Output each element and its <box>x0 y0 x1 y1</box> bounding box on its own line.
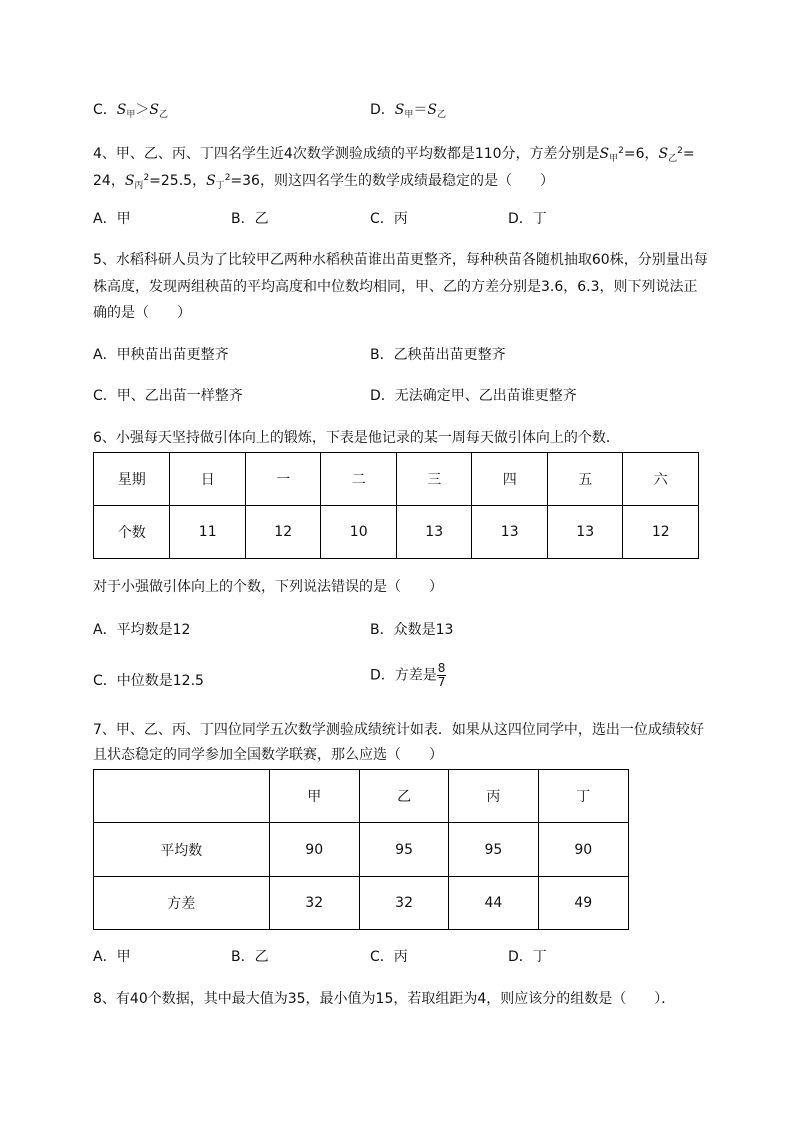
q7-cell: 32 <box>269 877 359 930</box>
q8-line-1: 8、有40个数据，其中最大值为35，最小值为15，若取组距为4，则应该分的组数是（ ）． <box>93 991 676 1007</box>
q5-option-a: A．甲秧苗出苗更整齐 <box>93 347 229 363</box>
q7-table-header-row <box>94 770 629 823</box>
q3-option-c: C．$S_甲>S_乙$ <box>93 102 168 120</box>
q4-line-2: 24，$S_丙^2=25.5$，$S_丁^2=36$，则这四名学生的数学成绩最稳定的是（ ） <box>93 173 554 191</box>
q4-option-a: A．甲 <box>93 211 131 227</box>
q4-option-c: C．丙 <box>370 211 408 227</box>
q6-cell: 12 <box>245 506 321 559</box>
q7-cell: 32 <box>359 877 448 930</box>
q6-cell: 10 <box>321 506 397 559</box>
q4-line-1: 4、甲、乙、丙、丁四名学生近4次数学测验成绩的平均数都是110分，方差分别是$S_甲^2=6$，$S_乙^2=$ <box>93 146 695 164</box>
q7-cell: 方差 <box>94 877 270 930</box>
q7-option-d: D．丁 <box>508 949 547 965</box>
q6-cell: 13 <box>396 506 472 559</box>
q6-cell: 个数 <box>94 506 170 559</box>
q5-option-c: C．甲、乙出苗一样整齐 <box>93 388 243 404</box>
q7-cell <box>94 770 270 823</box>
q6-cell: 三 <box>396 453 472 506</box>
q6-table-header-row <box>94 453 699 506</box>
q6-cell: 一 <box>245 453 321 506</box>
q4-option-b: B．乙 <box>231 211 269 227</box>
q7-table-row-variance <box>94 877 629 930</box>
q6-cell: 13 <box>547 506 623 559</box>
q7-option-c: C．丙 <box>370 949 408 965</box>
q7-cell: 90 <box>269 823 359 877</box>
q6-cell: 五 <box>547 453 623 506</box>
q6-option-d: D．方差是 $\frac{8}{7}$ <box>370 661 446 689</box>
q6-cell: 星期 <box>94 453 170 506</box>
q7-line-1: 7、甲、乙、丙、丁四位同学五次数学测验成绩统计如表．如果从这四位同学中，选出一位成绩较好 <box>93 722 704 738</box>
q6-table <box>93 452 699 559</box>
q6-cell: 13 <box>472 506 548 559</box>
q7-table-row-mean <box>94 823 629 877</box>
q5-line-3: 确的是（ ） <box>93 305 191 321</box>
q6-option-b: B．众数是13 <box>370 622 454 638</box>
fraction: $\frac{8}{7}$ <box>437 661 446 689</box>
q6-cell: 四 <box>472 453 548 506</box>
q6-table-data-row <box>94 506 699 559</box>
q6-cell: 12 <box>623 506 699 559</box>
q7-cell: 丁 <box>538 770 628 823</box>
q7-option-b: B．乙 <box>231 949 269 965</box>
q6-question: 对于小强做引体向上的个数，下列说法错误的是（ ） <box>93 579 443 595</box>
q7-line-2: 且状态稳定的同学参加全国数学联赛，那么应选（ ） <box>93 747 443 763</box>
q7-cell: 44 <box>449 877 538 930</box>
q7-cell: 90 <box>538 823 628 877</box>
q6-cell: 11 <box>170 506 246 559</box>
q7-cell: 95 <box>359 823 448 877</box>
q7-cell: 乙 <box>359 770 448 823</box>
q7-option-a: A．甲 <box>93 949 131 965</box>
q3-option-d: D．$S_甲=S_乙$ <box>370 102 446 120</box>
q6-line-1: 6、小强每天坚持做引体向上的锻炼，下表是他记录的某一周每天做引体向上的个数． <box>93 430 620 446</box>
q6-cell: 日 <box>170 453 246 506</box>
q6-cell: 二 <box>321 453 397 506</box>
q6-cell: 六 <box>623 453 699 506</box>
q7-cell: 95 <box>449 823 538 877</box>
q7-cell: 甲 <box>269 770 359 823</box>
q5-line-2: 株高度，发现两组秧苗的平均高度和中位数均相同，甲、乙的方差分别是3.6，6.3，则下列说法正 <box>93 279 698 295</box>
q7-cell: 平均数 <box>94 823 270 877</box>
q6-option-c: C．中位数是12.5 <box>93 673 204 689</box>
q4-option-d: D．丁 <box>508 211 547 227</box>
q5-option-b: B．乙秧苗出苗更整齐 <box>370 347 506 363</box>
q7-cell: 49 <box>538 877 628 930</box>
q7-table <box>93 769 629 930</box>
q6-option-a: A．平均数是12 <box>93 622 191 638</box>
q5-option-d: D．无法确定甲、乙出苗谁更整齐 <box>370 388 577 404</box>
q5-line-1: 5、水稻科研人员为了比较甲乙两种水稻秧苗谁出苗更整齐，每种秧苗各随机抽取60株，分别量出每 <box>93 252 708 268</box>
q7-cell: 丙 <box>449 770 538 823</box>
